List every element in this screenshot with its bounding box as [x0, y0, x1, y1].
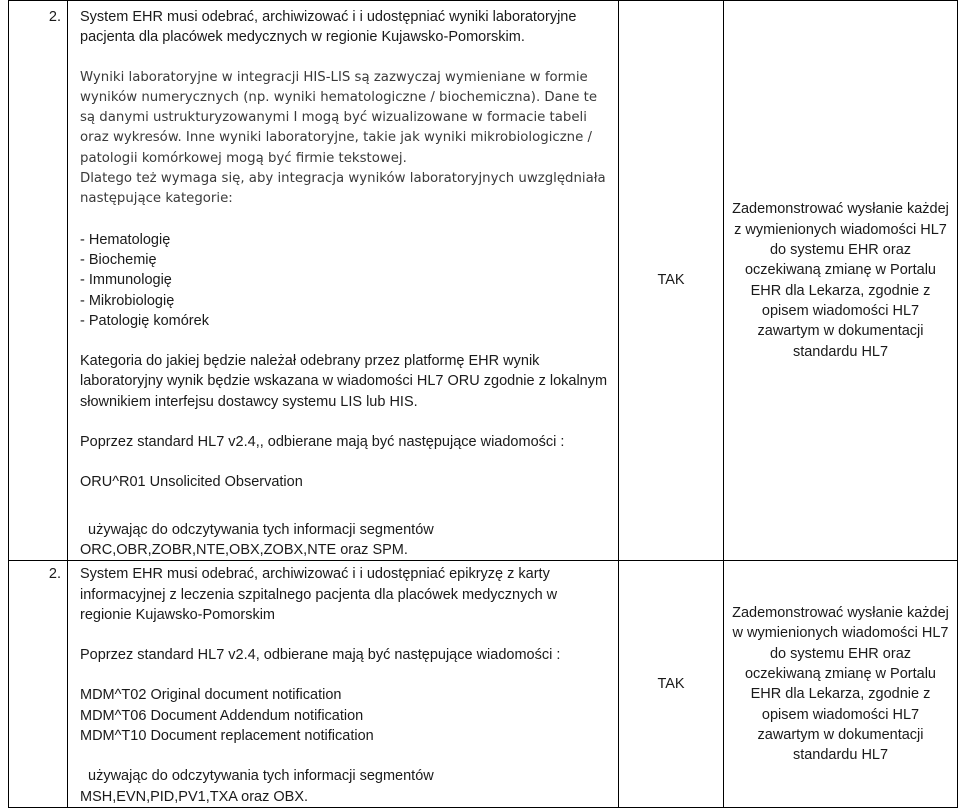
message-item: MDM^T10 Document replacement notification: [80, 728, 374, 745]
description-paragraph: Kategoria do jakiej będzie należał odebrany przez platformę EHR wynik laboratoryjny wynik będzie wskazana w wiadomości HL7 ORU zgodnie z lokalnym słownikiem interfejsu dostawcy systemu LIS lub HIS.: [80, 353, 608, 410]
description-paragraph: Wyniki laboratoryjne w integracji HIS-LIS są zazwyczaj wymieniane w formie wyników numerycznych (np. wyniki hematologiczne / biochemiczna). Dane te są danymi ustrukturyzowanymi I mogą być wizualizowane w formacie tabeli oraz wykresów. Inne wyniki laboratoryjne, takie jak wyniki mikrobiologiczne / patologii komórkowej mogą być firmie tekstowej.: [80, 69, 598, 166]
list-item: - Patologię komórek: [80, 312, 209, 329]
table-row: [9, 561, 958, 808]
standard-paragraph: Poprzez standard HL7 v2.4, odbierane mają być następujące wiadomości :: [80, 647, 561, 664]
table-row: [9, 1, 958, 561]
message-item: MDM^T02 Original document notification: [80, 687, 342, 704]
message-item: ORU^R01 Unsolicited Observation: [80, 474, 303, 491]
list-item: - Immunologię: [80, 272, 172, 289]
list-item: - Mikrobiologię: [80, 292, 175, 309]
row-number: 2.: [9, 1, 68, 561]
requirement-description: [68, 1, 619, 561]
row-number: 2.: [9, 561, 68, 808]
answer-cell: TAK: [619, 561, 724, 808]
standard-paragraph: Poprzez standard HL7 v2.4,, odbierane mają być następujące wiadomości :: [80, 434, 565, 451]
answer-cell: TAK: [619, 1, 724, 561]
segments-intro: używając do odczytywania tych informacji segmentów: [88, 521, 434, 538]
description-paragraph: Dlatego też wymaga się, aby integracja wyników laboratoryjnych uwzględniała następujące kategorie:: [80, 171, 606, 207]
requirement-description: [68, 561, 619, 808]
requirement-title: System EHR musi odebrać, archiwizować i i udostępniać epikryzę z karty informacyjnej z leczenia szpitalnego pacjenta dla placówek medycznych w regionie Kujawsko-Pomorskim: [80, 566, 558, 623]
requirements-table: [8, 0, 958, 808]
list-item: - Biochemię: [80, 251, 157, 268]
message-item: MDM^T06 Document Addendum notification: [80, 707, 364, 724]
segments-intro: używając do odczytywania tych informacji segmentów: [88, 768, 434, 785]
condition-cell: Zademonstrować wysłanie każdej w wymienionych wiadomości HL7 do systemu EHR oraz oczekiwaną zmianę w Portalu EHR dla Lekarza, zgodnie z opisem wiadomości HL7 zawartym w dokumentacji standardu HL7: [724, 561, 958, 808]
segments-list: ORC,OBR,ZOBR,NTE,OBX,ZOBX,NTE oraz SPM.: [80, 541, 408, 558]
list-item: - Hematologię: [80, 231, 171, 248]
condition-cell: Zademonstrować wysłanie każdej z wymienionych wiadomości HL7 do systemu EHR oraz oczekiwaną zmianę w Portalu EHR dla Lekarza, zgodnie z opisem wiadomości HL7 zawartym w dokumentacji standardu HL7: [724, 1, 958, 561]
category-list: [80, 230, 608, 331]
segments-list: MSH,EVN,PID,PV1,TXA oraz OBX.: [80, 788, 309, 805]
requirement-title: System EHR musi odebrać, archiwizować i i udostępniać wyniki laboratoryjne pacjenta dla placówek medycznych w regionie Kujawsko-Pomorskim.: [80, 9, 577, 46]
